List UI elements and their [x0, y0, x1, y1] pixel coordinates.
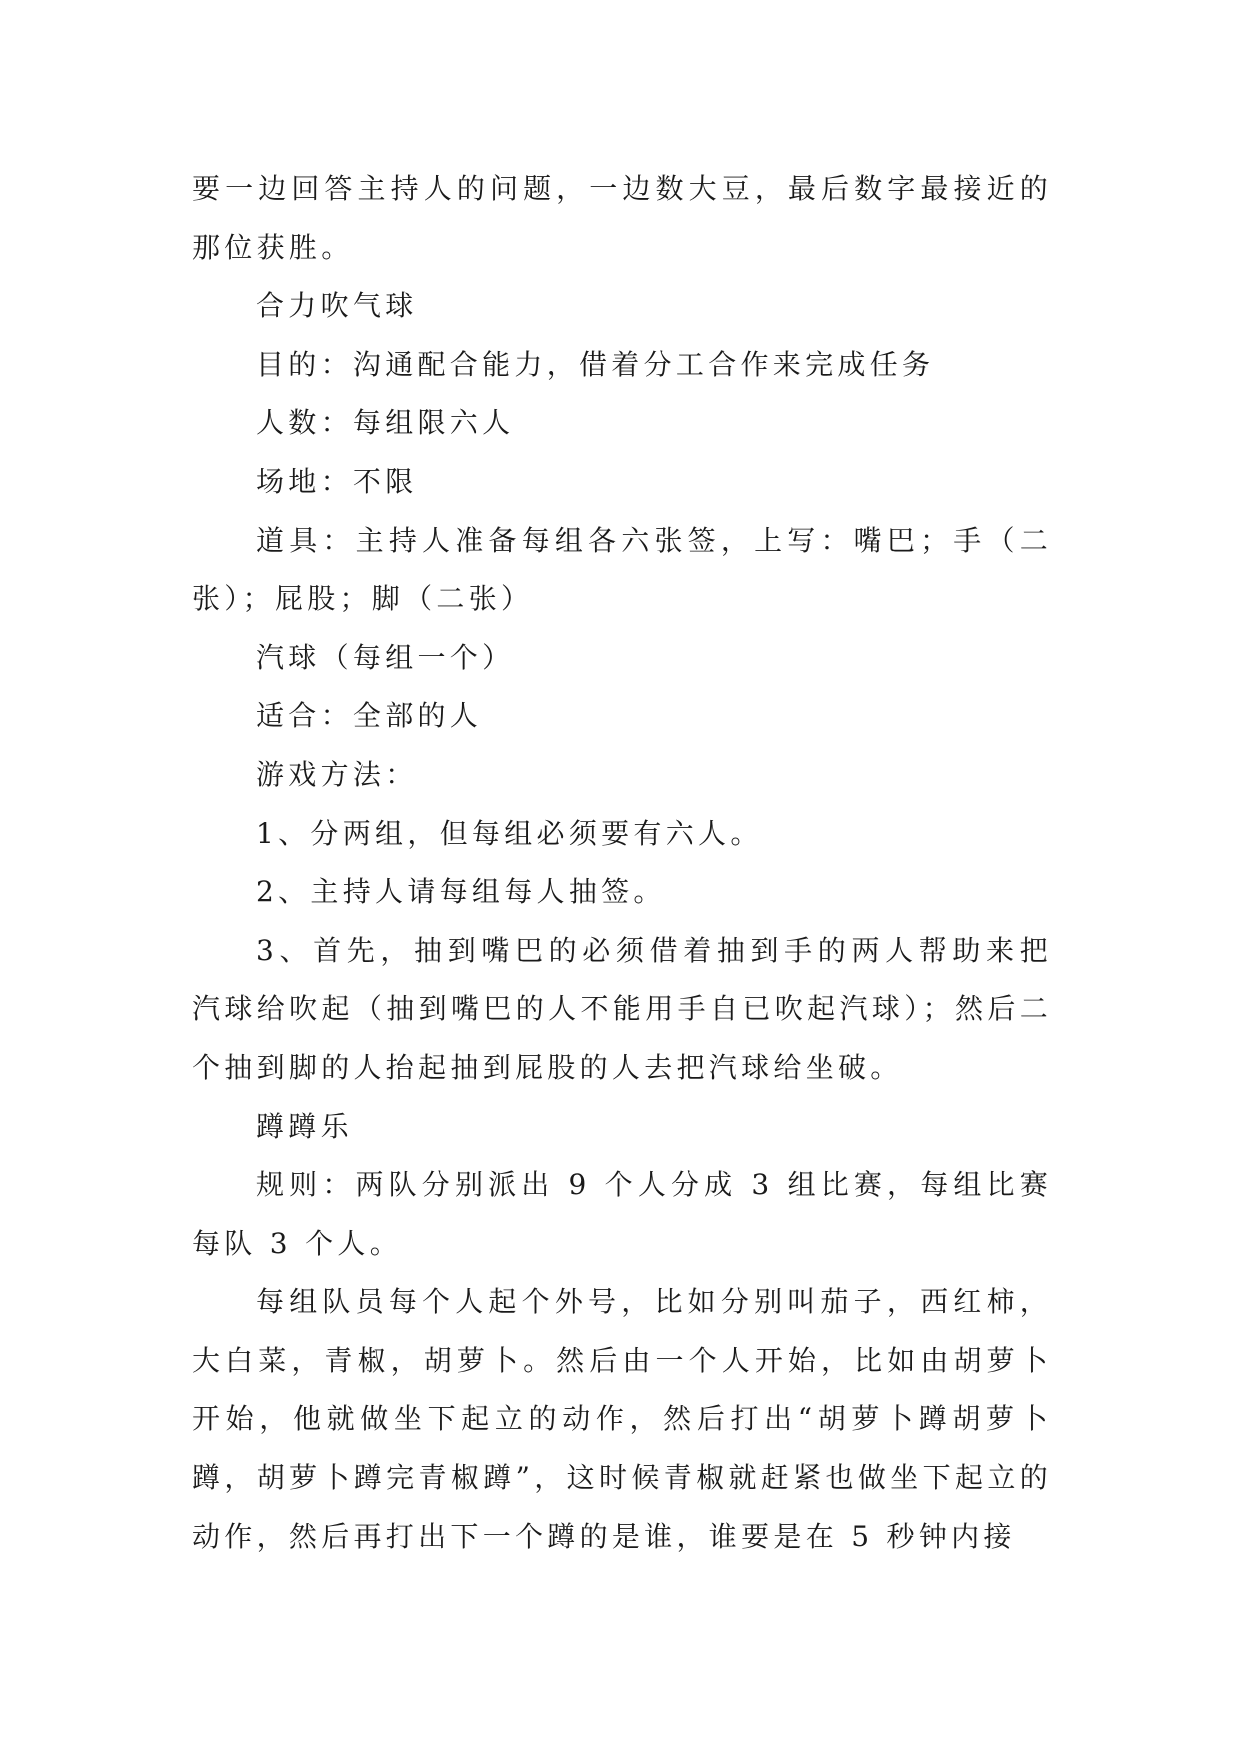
paragraph-step-2: 2、主持人请每组每人抽签。: [256, 875, 666, 909]
game-title-squat: 蹲蹲乐: [256, 1109, 353, 1143]
document-body: [192, 160, 1052, 1566]
paragraph-players: 人数：每组限六人: [256, 406, 515, 440]
paragraph-description: 每组队员每个人起个外号，比如分别叫茄子，西红柿，大白菜，青椒，胡萝卜。然后由一个人开始，比如由胡萝卜开始，他就做坐下起立的动作，然后打出“胡萝卜蹲胡萝卜蹲，胡萝卜蹲完青椒蹲”，这时候青椒就赶紧也做坐下起立的动作，然后再打出下一个蹲的是谁，谁要是在 5 秒钟内接: [192, 1285, 1052, 1553]
game-title-balloon: 合力吹气球: [256, 289, 418, 323]
paragraph-step-3: 3、首先，抽到嘴巴的必须借着抽到手的两人帮助来把汽球给吹起（抽到嘴巴的人不能用手自已吹起汽球）；然后二个抽到脚的人抬起抽到屁股的人去把汽球给坐破。: [192, 933, 1052, 1084]
paragraph-rules: 规则：两队分别派出 9 个人分成 3 组比赛，每组比赛每队 3 个人。: [192, 1168, 1052, 1260]
paragraph-method-heading: 游戏方法：: [256, 757, 418, 791]
paragraph-venue: 场地：不限: [256, 464, 418, 498]
paragraph-step-1: 1、分两组，但每组必须要有六人。: [256, 816, 763, 850]
paragraph-purpose: 目的：沟通配合能力，借着分工合作来完成任务: [256, 347, 935, 381]
paragraph-intro-continuation: 要一边回答主持人的问题，一边数大豆，最后数字最接近的那位获胜。: [192, 172, 1052, 264]
paragraph-suitable: 适合：全部的人: [256, 699, 483, 733]
paragraph-props: 道具：主持人准备每组各六张签，上写：嘴巴；手（二张）；屁股；脚（二张）: [192, 523, 1052, 616]
paragraph-balloon: 汽球（每组一个）: [256, 640, 515, 674]
